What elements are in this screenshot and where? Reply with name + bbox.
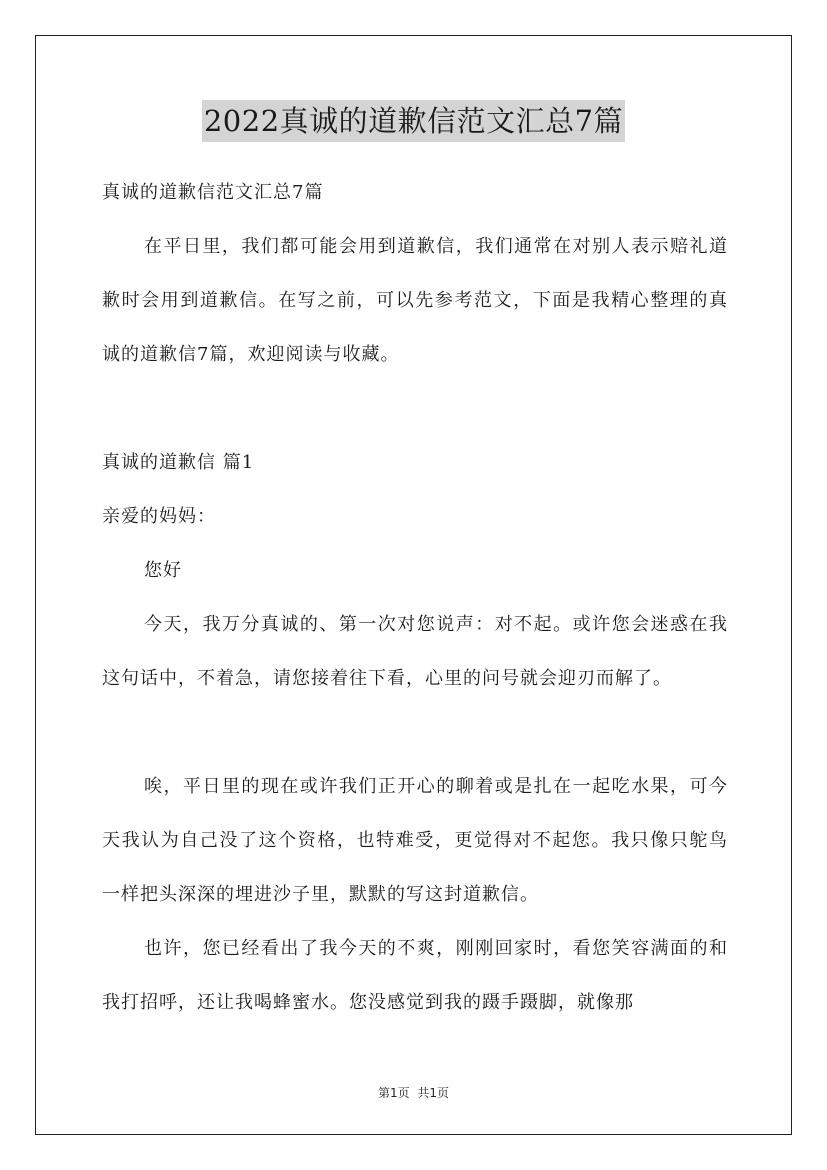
greeting: 您好: [144, 560, 182, 581]
document-title-wrapper: [0, 100, 827, 142]
page-footer: [0, 1084, 827, 1101]
document-title: 2022真诚的道歉信范文汇总7篇: [202, 100, 625, 142]
salutation: 亲爱的妈妈：: [102, 506, 216, 527]
body-paragraph: 今天，我万分真诚的、第一次对您说声：对不起。或许您会迷惑在我这句话中，不着急，请您接着往下看，心里的问号就会迎刃而解了。: [102, 614, 728, 689]
body-paragraph: 也许，您已经看出了我今天的不爽，刚刚回家时，看您笑容满面的和我打招呼，还让我喝蜂蜜水。您没感觉到我的蹑手蹑脚，就像那: [102, 938, 728, 1013]
document-subtitle: 真诚的道歉信范文汇总7篇: [102, 182, 324, 203]
intro-paragraph: 在平日里，我们都可能会用到道歉信，我们通常在对别人表示赔礼道歉时会用到道歉信。在写之前，可以先参考范文，下面是我精心整理的真诚的道歉信7篇，欢迎阅读与收藏。: [102, 236, 728, 365]
page-total: 共1页: [417, 1086, 450, 1100]
page-number: 第1页: [377, 1086, 410, 1100]
section-heading: 真诚的道歉信 篇1: [102, 452, 255, 473]
body-paragraph: 唉，平日里的现在或许我们正开心的聊着或是扎在一起吃水果，可今天我认为自己没了这个资格，也特难受，更觉得对不起您。我只像只鸵鸟一样把头深深的埋进沙子里，默默的写这封道歉信。: [102, 776, 728, 905]
